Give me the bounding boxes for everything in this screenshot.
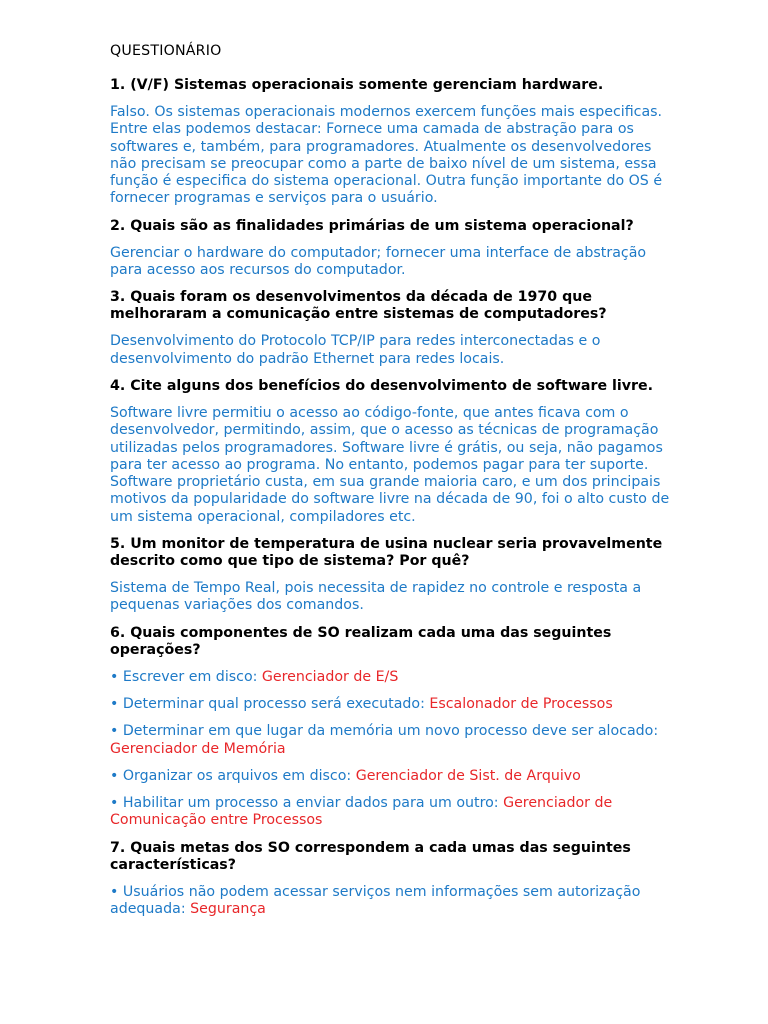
question-6-item (110, 768, 670, 785)
question-3: 3. Quais foram os desenvolvimentos da década de 1970 que melhoraram a comunicação entre sistemas de computadores? (110, 289, 607, 323)
question-7-item (110, 884, 670, 919)
question-4: 4. Cite alguns dos benefícios do desenvolvimento de software livre. (110, 377, 654, 394)
answer-2: Gerenciar o hardware do computador; fornecer uma interface de abstração para acesso aos recursos do computador. (110, 244, 647, 279)
answer-4: Software livre permitiu o acesso ao código-fonte, que antes ficava com o desenvolvedor, permitindo, assim, que o acesso as técnicas de programação utilizadas pelos programadores. Software livre é grátis, ou seja, não pagamos para ter acesso ao programa. No entanto, podemos pagar para ter suporte. Software proprietário custa, em sua grande maioria caro, e um dos principais motivos da popularidade do software livre na década de 90, foi o alto custo de um sistema operacional, compiladores etc. (110, 404, 670, 525)
document-title: QUESTIONÁRIO (110, 43, 222, 59)
question-1: 1. (V/F) Sistemas operacionais somente gerenciam hardware. (110, 77, 604, 93)
item-answer: Gerenciador de Memória (110, 740, 286, 757)
item-text: • Habilitar um processo a enviar dados para um outro: (110, 795, 504, 812)
question-2: 2. Quais são as finalidades primárias de um sistema operacional? (110, 217, 634, 234)
item-answer: Segurança (190, 901, 266, 918)
answer-1: Falso. Os sistemas operacionais modernos exercem funções mais especificas. Entre elas podemos destacar: Fornece uma camada de abstração para os softwares e, também, para programadores. Atualmente os desenvolvedores não precisam se preocupar como a parte de baixo nível de um sistema, essa função é especifica do sistema operacional. Outra função importante do OS é fornecer programas e serviços para o usuário. (110, 104, 663, 207)
item-text: • Determinar qual processo será executado: (110, 695, 430, 712)
item-text: • Organizar os arquivos em disco: (110, 767, 356, 784)
question-5: 5. Um monitor de temperatura de usina nuclear seria provavelmente descrito como que tipo de sistema? Por quê? (110, 536, 663, 570)
item-answer: Gerenciador de E/S (261, 668, 399, 685)
item-text: • Determinar em que lugar da memória um novo processo deve ser alocado: (110, 723, 659, 740)
question-6: 6. Quais componentes de SO realizam cada uma das seguintes operações? (110, 624, 612, 658)
question-6-item (110, 723, 670, 758)
answer-3: Desenvolvimento do Protocolo TCP/IP para redes interconectadas e o desenvolvimento do padrão Ethernet para redes locais. (110, 333, 601, 367)
item-answer: Escalonador de Processos (429, 695, 613, 712)
item-text: • Escrever em disco: (110, 668, 262, 685)
item-answer: Gerenciador de Sist. de Arquivo (355, 767, 581, 784)
item-text: • Usuários não podem acessar serviços nem informações sem autorização adequada: (110, 883, 641, 918)
answer-5: Sistema de Tempo Real, pois necessita de rapidez no controle e resposta a pequenas variações dos comandos. (110, 580, 642, 614)
question-6-item (110, 669, 670, 686)
item-answer: Gerenciador de Comunicação entre Processos (110, 795, 613, 829)
question-6-item (110, 696, 670, 713)
question-7: 7. Quais metas dos SO correspondem a cada umas das seguintes características? (110, 839, 631, 873)
document-page (110, 42, 670, 928)
question-6-item (110, 795, 670, 830)
